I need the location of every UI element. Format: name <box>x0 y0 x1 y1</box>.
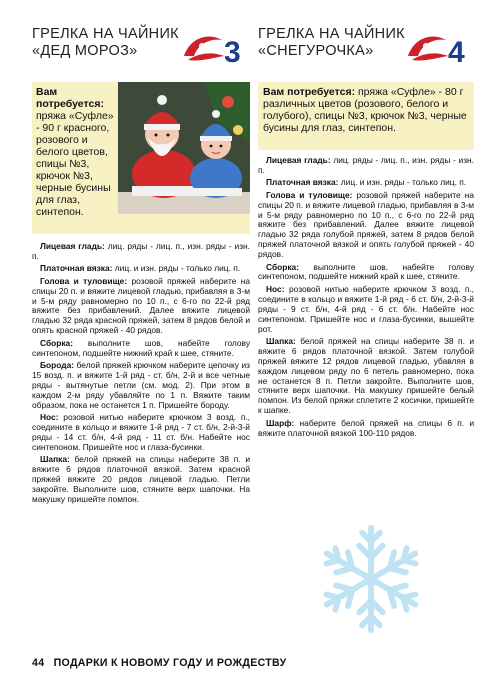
left-materials-head: Вам потребуется: <box>36 86 104 110</box>
left-section-head: Шапка: <box>40 454 70 465</box>
left-section <box>32 361 250 411</box>
right-section <box>258 337 474 416</box>
right-title <box>258 26 405 60</box>
left-section-body: розовой пряжей наберите на спицы 20 п. и вяжите лицевой гладью, прибавляя в 3-м и 5-м ряду равномерно по 10 п., с 6-го по 22-й ряд вяжите без прибавлений. Далее вяжите лицевой гладью 32 ряда красной пряжей, затем 8 рядов белой и опять красной пряжей - 40 рядов. <box>32 275 251 336</box>
page-footer <box>32 657 286 669</box>
right-materials-box <box>258 82 474 150</box>
left-section-body: лиц. ряды - лиц. п., изн. ряды - изн. п. <box>32 241 250 261</box>
right-section-head: Лицевая гладь: <box>266 155 331 165</box>
left-number-badge <box>180 26 250 70</box>
left-section-head: Лицевая гладь: <box>40 241 105 251</box>
right-section-head: Голова и туловище: <box>266 189 353 200</box>
snowflake-icon <box>312 520 430 638</box>
page-number: 44 <box>32 657 45 669</box>
left-section-head: Голова и туловище: <box>40 275 128 286</box>
left-materials-box <box>32 82 250 234</box>
right-section-body: выполните шов, набейте голову синтепоном, подшейте нижний край к шее, стяните. <box>258 261 475 282</box>
left-section-head: Платочная вязка: <box>40 263 113 274</box>
left-badge-ornament-icon <box>180 26 250 70</box>
right-section-head: Сборка: <box>266 261 299 272</box>
right-section <box>258 191 474 260</box>
right-section <box>258 178 474 188</box>
left-section-head: Борода: <box>40 359 75 370</box>
left-number: 3 <box>224 36 241 69</box>
left-title <box>32 26 179 60</box>
footer-caption: ПОДАРКИ К НОВОМУ ГОДУ И РОЖДЕСТВУ <box>53 657 287 669</box>
right-section-body: лиц. ряды - лиц. п., изн. ряды - изн. п. <box>258 155 474 175</box>
right-section <box>258 263 474 283</box>
right-materials-head: Вам потребуется: <box>263 86 356 98</box>
left-product-photo <box>118 82 250 214</box>
left-section-body: розовой нитью наберите крючком 3 возд. п., соедините в кольцо и вяжите 1-й ряд - 7 ст. б/н, 2-й-3-й ряды - 14 ст. б/н, 4-й ряд - 11 ст. б/н. Набейте нос синтепоном. Пришейте нос и глаза-бусинки. <box>32 412 251 452</box>
right-section-body: лиц. и изн. ряды - только лиц. п. <box>340 177 467 188</box>
left-section <box>32 455 250 505</box>
left-section-body: лиц. и изн. ряды - только лиц. п. <box>114 263 241 274</box>
left-section <box>32 264 250 274</box>
left-title-line-2: «ДЕД МОРОЗ» <box>32 43 138 59</box>
left-section <box>32 277 250 336</box>
right-section-body: розовой пряжей наберите на спицы 20 п. и вяжите лицевой гладью, прибавляя в 3-м и 5-м ряду равномерно по 10 п., с 6-го по 22-й ряд вяжите без прибавлений. Далее вяжите лицевой гладью 32 ряда голубой пряжей, затем 8 рядов белой пряжей платочной вязкой и опять голубой пряжей - 40 рядов. <box>258 189 475 260</box>
left-section <box>32 339 250 359</box>
right-number: 4 <box>448 36 465 69</box>
left-section-body: белой пряжей на спицы наберите 38 п. и вяжите 6 рядов платочной вязкой. Затем красной пряжей вяжите 20 рядов лицевой гладью. Петли закройте. Выполните шов, стяните верх шапочки. На макушку пришейте помпон. <box>32 454 251 504</box>
right-title-line-1: ГРЕЛКА НА ЧАЙНИК <box>258 26 405 42</box>
left-title-line-1: ГРЕЛКА НА ЧАЙНИК <box>32 26 179 42</box>
right-section-head: Шарф: <box>266 417 295 428</box>
right-section-body: наберите белой пряжей на спицы 6 п. и вяжите платочной вязкой 100-110 рядов. <box>258 417 475 438</box>
left-section-body: белой пряжей крючком наберите цепочку из 15 возд. п. и вяжите 1-й ряд - ст. б/н, 2-й и все четные ряды - вытянутые петли (см. мод. 2). При этом в каждом 2-м ряду убавляйте по 1 п. Вяжите таким образом, пока не останется 1 п. Пришейте бороду. <box>32 359 250 410</box>
right-section-body: розовой нитью наберите крючком 3 возд. п., соедините в кольцо и вяжите 1-й ряд - 6 ст. б/н, 2-й-3-й ряды - 9 ст. б/н, 4-й ряд - 6 ст. б/н. Набейте нос синтепоном. Пришейте нос и глаза-бусинки, вышейте рот. <box>258 283 475 334</box>
right-section-head: Платочная вязка: <box>266 177 339 188</box>
right-title-line-2: «СНЕГУРОЧКА» <box>258 43 374 59</box>
right-number-badge <box>404 26 474 70</box>
left-section <box>32 413 250 453</box>
left-section-head: Нос: <box>40 412 59 422</box>
right-materials-body: пряжа «Суфле» - 80 г различных цветов (розового, белого и голубого), спицы №3, крючок №3, черные бусины для глаз, синтепон. <box>263 86 467 134</box>
right-instructions <box>258 156 474 441</box>
right-section <box>258 419 474 439</box>
right-section-body: белой пряжей на спицы наберите 38 п. и вяжите 6 рядов платочной вязкой. Затем голубой пряжей вяжите 12 рядов лицевой гладью, убавляя в каждом лицевом ряду по 6 петель равномерно, пока не останется 8 п. Петли закройте. Выполните шов, стяните верх шапочки. На макушку пришейте белый помпон. Из белой пряжи сплетите 2 косички, пришейте к шапке. <box>258 335 475 416</box>
right-materials-text <box>263 86 469 134</box>
left-section <box>32 242 250 262</box>
right-section <box>258 285 474 335</box>
right-section-head: Нос: <box>266 283 285 294</box>
right-section-head: Шапка: <box>266 335 296 346</box>
left-section-head: Сборка: <box>40 337 73 348</box>
left-instructions <box>32 242 250 507</box>
right-section <box>258 156 474 176</box>
right-badge-ornament-icon <box>404 26 474 70</box>
left-materials-body: пряжа «Суфле» - 90 г красного, розового и белого цветов, спицы №3, крючок №3, черные бусины для глаз, синтепон. <box>36 110 114 218</box>
left-section-body: выполните шов, набейте голову синтепоном, подшейте нижний край к шее, стяните. <box>32 337 251 358</box>
left-materials-text <box>36 86 114 218</box>
